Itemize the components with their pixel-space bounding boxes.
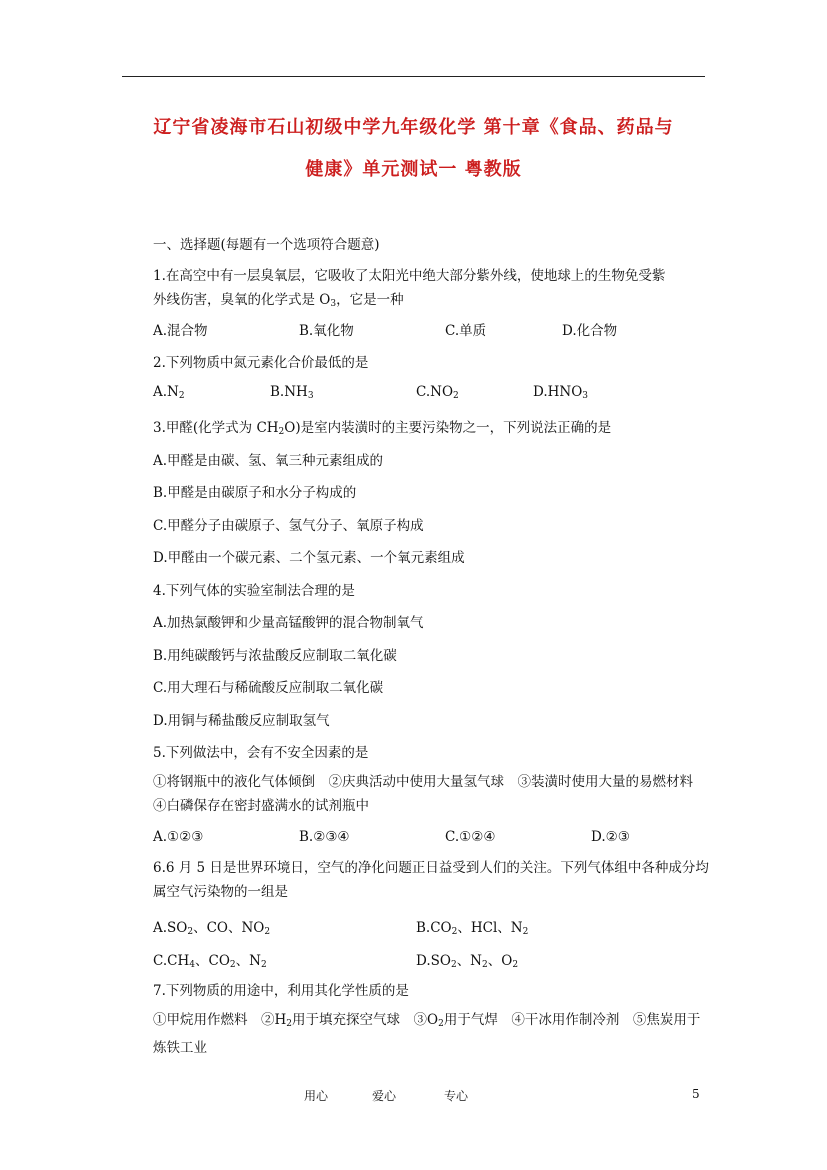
q5-stem: 5.下列做法中，会有不安全因素的是 — [153, 745, 369, 761]
footer-motto-1: 用心 — [304, 1089, 329, 1103]
q6-option-a: $A.SO_2$、CO、$NO_2$ — [153, 920, 271, 937]
q3-option-b: B.甲醛是由碳原子和水分子构成的 — [153, 485, 357, 501]
q2-option-d: $D.HNO_3$ — [533, 384, 589, 401]
q5-option-a: A.①②③ — [153, 829, 204, 845]
q4-option-c: C.用大理石与稀硫酸反应制取二氧化碳 — [153, 680, 384, 696]
q4-stem: 4.下列气体的实验室制法合理的是 — [153, 583, 355, 599]
q6-option-b: $B.CO_2$、HCl、$N_2$ — [416, 920, 529, 937]
header-rule — [122, 76, 705, 77]
q7-stem: 7.下列物质的用途中，利用其化学性质的是 — [153, 983, 409, 999]
q7-statements: ①甲烷用作燃料 $②H_2$用于填充探空气球 $③O_2$用于气焊 ④干冰用作制冷剂 ⑤焦炭用于炼铁工业 — [153, 1012, 701, 1056]
q2-stem: 2.下列物质中氮元素化合价最低的是 — [153, 355, 369, 371]
q6-stem: 6.6 月 5 日是世界环境日，空气的净化问题正日益受到人们的关注。下列气体组中各种成分均属空气污染物的一组是 — [153, 860, 709, 900]
q3-stem: 3.甲醛(化学式为 $CH_2O$)是室内装潢时的主要污染物之一，下列说法正确的是 — [153, 420, 612, 437]
q2-option-c: $C.NO_2$ — [416, 384, 459, 401]
q4-option-d: D.用铜与稀盐酸反应制取氢气 — [153, 713, 330, 729]
doc-title-line1: 辽宁省凌海市石山初级中学九年级化学 第十章《食品、药品与 — [153, 117, 674, 138]
page-number: 5 — [692, 1087, 700, 1101]
q3-option-d: D.甲醛由一个碳元素、二个氢元素、一个氧元素组成 — [153, 550, 465, 566]
q1-stem-line1: 1.在高空中有一层臭氧层，它吸收了太阳光中绝大部分紫外线，使地球上的生物免受紫 — [153, 268, 666, 284]
q1-stem-line2: 外线伤害，臭氧的化学式是 $O_3$，它是一种 — [153, 292, 404, 309]
section-heading: 一、选择题(每题有一个选项符合题意) — [153, 237, 380, 253]
q3-option-a: A.甲醛是由碳、氢、氧三种元素组成的 — [153, 453, 384, 469]
q1-option-d: D.化合物 — [562, 323, 618, 339]
footer-motto-2: 爱心 — [372, 1089, 397, 1103]
q1-option-b: B.氧化物 — [299, 323, 354, 339]
q5-option-b: B.②③④ — [299, 829, 350, 845]
doc-title-line2: 健康》单元测试一 粤教版 — [305, 159, 522, 180]
q5-option-d: D.②③ — [591, 829, 630, 845]
q5-statements: ①将钢瓶中的液化气体倾倒 ②庆典活动中使用大量氢气球 ③装潢时使用大量的易燃材料 ④白磷保存在密封盛满水的试剂瓶中 — [153, 774, 707, 814]
footer-motto-3: 专心 — [444, 1089, 469, 1103]
q2-option-a: $A.N_2$ — [153, 384, 185, 401]
q1-option-c: C.单质 — [445, 323, 487, 339]
q6-option-c: $C.CH_4$、$CO_2$、$N_2$ — [153, 953, 267, 970]
q4-option-a: A.加热氯酸钾和少量高锰酸钾的混合物制氧气 — [153, 615, 424, 631]
q5-option-c: C.①②④ — [445, 829, 496, 845]
q2-option-b: $B.NH_3$ — [270, 384, 314, 401]
q4-option-b: B.用纯碳酸钙与浓盐酸反应制取二氧化碳 — [153, 648, 397, 664]
q3-option-c: C.甲醛分子由碳原子、氢气分子、氧原子构成 — [153, 518, 424, 534]
q1-option-a: A.混合物 — [153, 323, 208, 339]
q6-option-d: $D.SO_2$、$N_2$、$O_2$ — [416, 953, 519, 970]
